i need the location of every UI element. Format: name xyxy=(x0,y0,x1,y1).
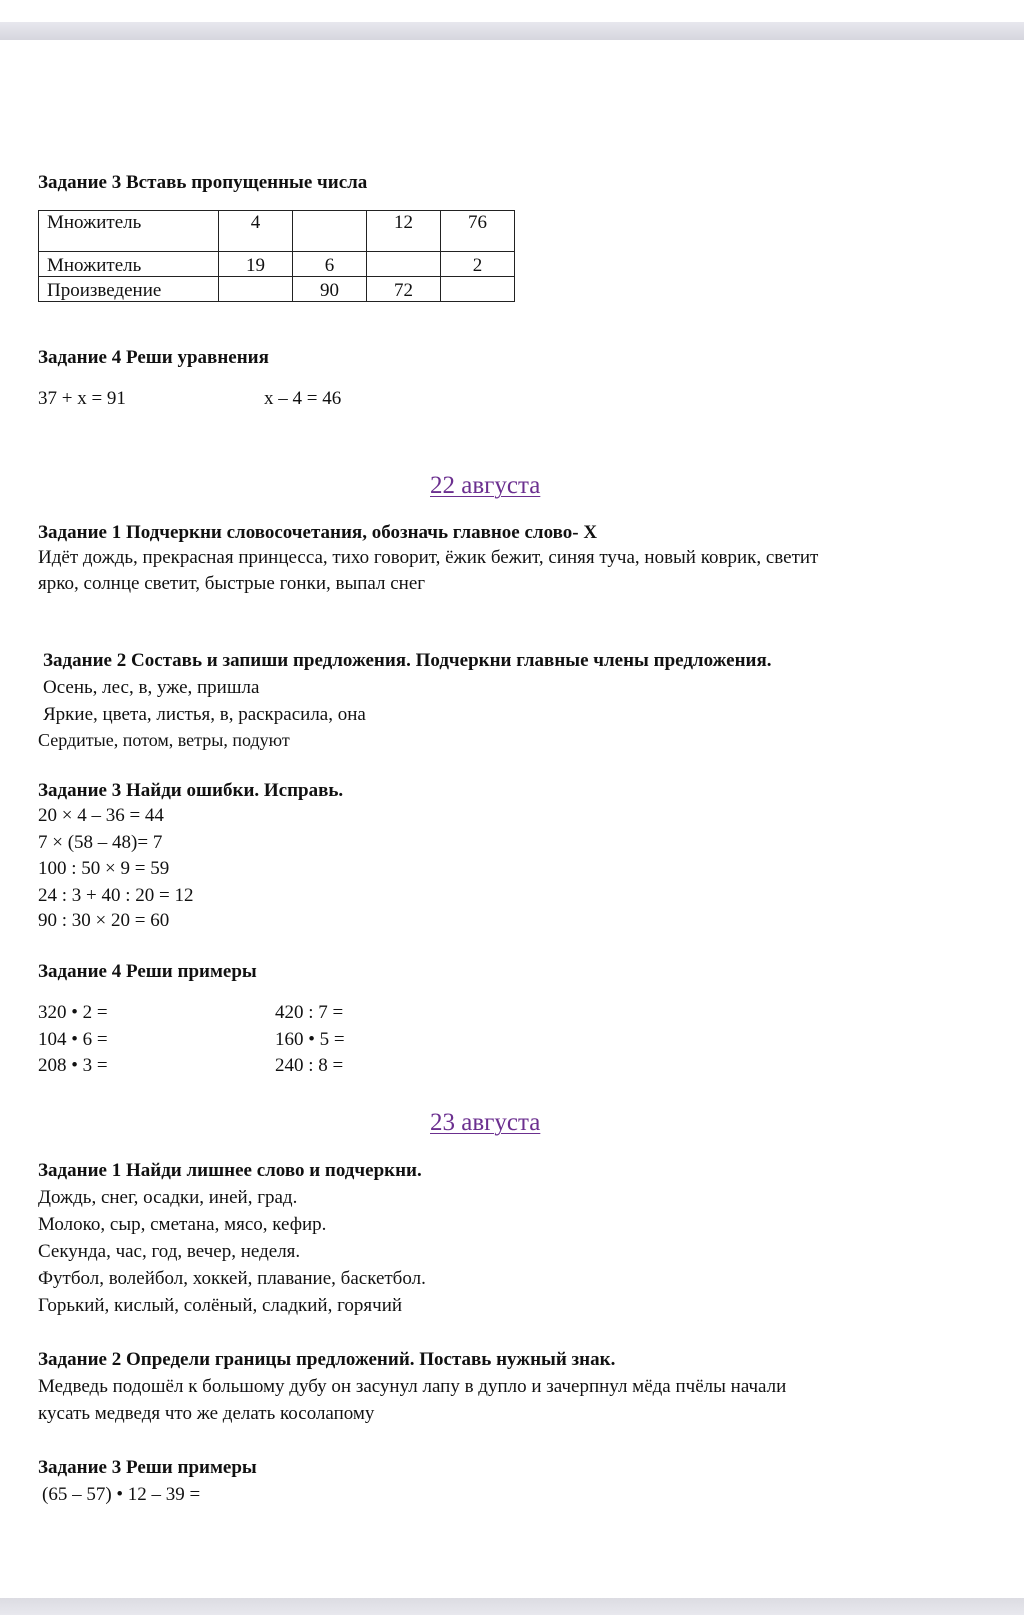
task1-title: Задание 1 Найди лишнее слово и подчеркни. xyxy=(38,1160,422,1181)
text-line: Медведь подошёл к большому дубу он засунул лапу в дупло и зачерпнул мёда пчёлы начали xyxy=(38,1376,787,1397)
equation-2: х – 4 = 46 xyxy=(264,388,342,409)
table-row xyxy=(39,211,515,252)
example-line: 20 × 4 – 36 = 44 xyxy=(38,805,164,826)
text-line: Горький, кислый, солёный, сладкий, горячий xyxy=(38,1295,403,1316)
task4-title: Задание 4 Реши уравнения xyxy=(38,347,269,368)
example-line: 7 × (58 – 48)= 7 xyxy=(38,832,163,853)
task3-title: Задание 3 Вставь пропущенные числа xyxy=(38,172,368,193)
example-left: 208 • 3 = xyxy=(38,1055,108,1076)
example-right: 160 • 5 = xyxy=(275,1029,345,1050)
date-heading-22: 22 августа xyxy=(430,472,541,499)
text-line: Дождь, снег, осадки, иней, град. xyxy=(38,1187,298,1208)
table-cell xyxy=(293,211,367,252)
table-row xyxy=(39,252,515,277)
missing-numbers-table xyxy=(38,210,515,302)
table-cell: 2 xyxy=(441,252,515,277)
text-line: кусать медведя что же делать косолапому xyxy=(38,1403,375,1424)
example-right: 420 : 7 = xyxy=(275,1002,344,1023)
text-line: Молоко, сыр, сметана, мясо, кефир. xyxy=(38,1214,327,1235)
table-cell: Произведение xyxy=(39,277,219,302)
table-cell: 72 xyxy=(367,277,441,302)
example-right: 240 : 8 = xyxy=(275,1055,344,1076)
table-cell: 19 xyxy=(219,252,293,277)
table-cell: 12 xyxy=(367,211,441,252)
table-cell: 6 xyxy=(293,252,367,277)
example-left: 320 • 2 = xyxy=(38,1002,108,1023)
text-line: Осень, лес, в, уже, пришла xyxy=(43,677,260,698)
equation-1: 37 + х = 91 xyxy=(38,388,126,409)
task3-title: Задание 3 Найди ошибки. Исправь. xyxy=(38,780,344,801)
table-cell: Множитель xyxy=(39,252,219,277)
example-line: 24 : 3 + 40 : 20 = 12 xyxy=(38,885,194,906)
task2-title: Задание 2 Определи границы предложений. Поставь нужный знак. xyxy=(38,1349,616,1370)
task3-title: Задание 3 Реши примеры xyxy=(38,1457,257,1478)
text-line: Идёт дождь, прекрасная принцесса, тихо говорит, ёжик бежит, синяя туча, новый коврик, светит xyxy=(38,547,819,568)
table-cell: 4 xyxy=(219,211,293,252)
text-line: ярко, солнце светит, быстрые гонки, выпал снег xyxy=(38,573,426,594)
text-line: Яркие, цвета, листья, в, раскрасила, она xyxy=(43,704,366,725)
text-line: Сердитые, потом, ветры, подуют xyxy=(38,730,290,750)
table-cell: 90 xyxy=(293,277,367,302)
text-line: Футбол, волейбол, хоккей, плавание, баскетбол. xyxy=(38,1268,426,1289)
table-cell xyxy=(441,277,515,302)
table-cell xyxy=(219,277,293,302)
example-left: 104 • 6 = xyxy=(38,1029,108,1050)
task4-title: Задание 4 Реши примеры xyxy=(38,961,257,982)
table-cell xyxy=(367,252,441,277)
example-line: 100 : 50 × 9 = 59 xyxy=(38,858,170,879)
example-line: 90 : 30 × 20 = 60 xyxy=(38,910,170,931)
table-row xyxy=(39,277,515,302)
table-cell: Множитель xyxy=(39,211,219,252)
table-cell: 76 xyxy=(441,211,515,252)
date-heading-23: 23 августа xyxy=(430,1109,541,1136)
text-line: Секунда, час, год, вечер, неделя. xyxy=(38,1241,301,1262)
top-edge-bar xyxy=(0,22,1024,40)
example-line: (65 – 57) • 12 – 39 = xyxy=(42,1484,201,1505)
bottom-edge-bar xyxy=(0,1598,1024,1615)
task1-title: Задание 1 Подчеркни словосочетания, обозначь главное слово- Х xyxy=(38,522,598,543)
task2-title: Задание 2 Составь и запиши предложения. Подчеркни главные члены предложения. xyxy=(43,650,772,671)
